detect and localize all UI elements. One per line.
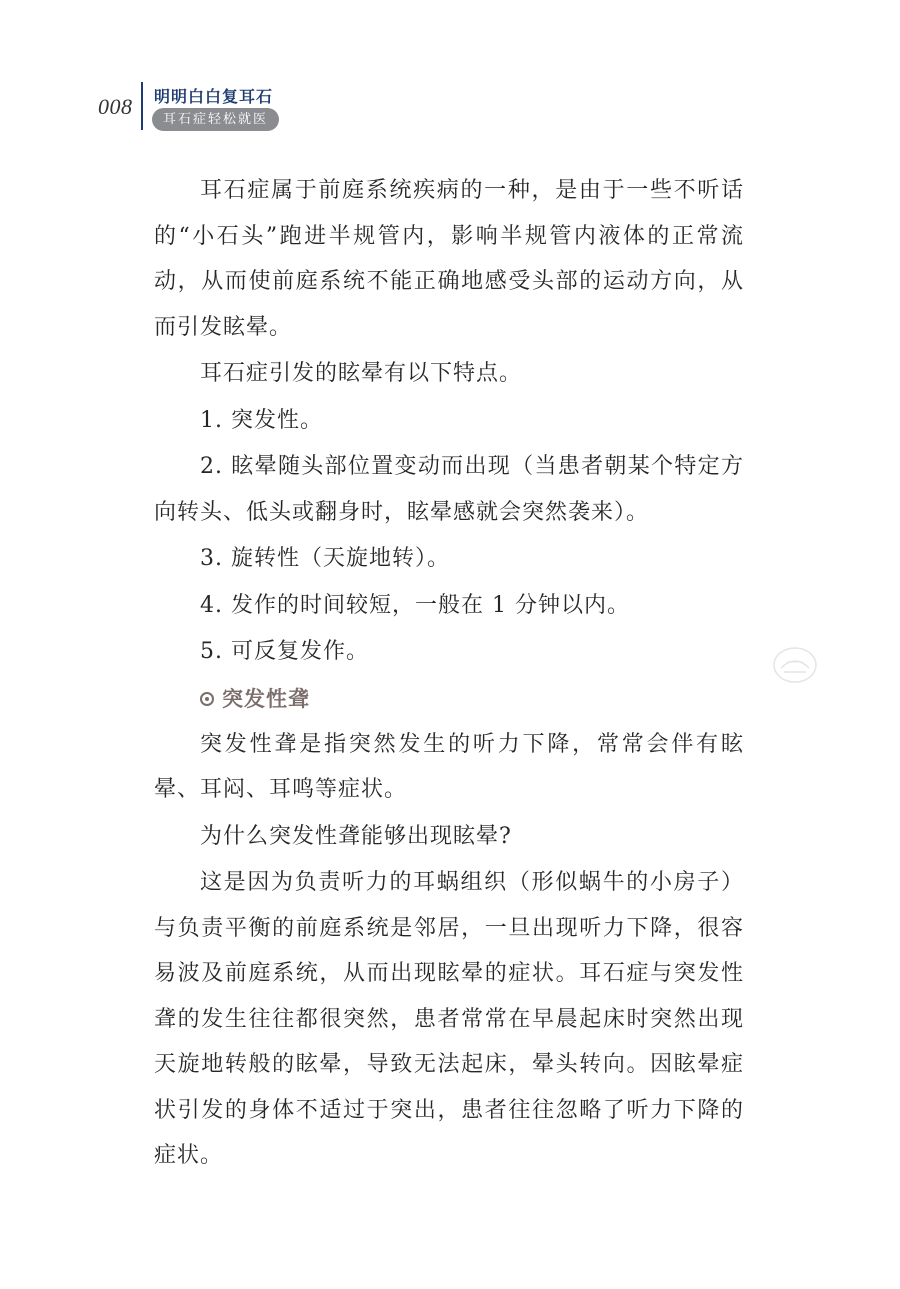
circled-dot-icon	[200, 692, 214, 706]
paragraph-intro: 耳石症属于前庭系统疾病的一种，是由于一些不听话的“小石头”跑进半规管内，影响半规管内液体的正常流动，从而使前庭系统不能正确地感受头部的运动方向，从而引发眩晕。	[154, 178, 744, 340]
book-title: 明明白白复耳石	[154, 87, 274, 106]
section-heading	[154, 676, 744, 722]
paragraph-definition: 突发性聋是指突然发生的听力下降，常常会伴有眩晕、耳闷、耳鸣等症状。	[154, 731, 744, 802]
list-item-1: 1. 突发性。	[200, 407, 323, 433]
list-item-5: 5. 可反复发作。	[200, 639, 369, 664]
watermark-logo-icon	[772, 646, 818, 684]
page-body	[154, 168, 744, 1180]
paragraph-explanation: 这是因为负责听力的耳蜗组织（形似蜗牛的小房子）与负责平衡的前庭系统是邻居，一旦出现听力下降，很容易波及前庭系统，从而出现眩晕的症状。耳石症与突发性聋的发生往往都很突然，患者常常在早晨起床时突然出现天旋地转般的眩晕，导致无法起床，晕头转向。因眩晕症状引发的身体不适过于突出，患者往往忽略了听力下降的症状。	[154, 870, 744, 1168]
section-heading-text: 突发性聋	[222, 686, 310, 711]
list-item-3: 3. 旋转性（天旋地转）。	[200, 546, 450, 571]
book-subtitle: 耳石症轻松就医	[152, 108, 279, 131]
paragraph-question: 为什么突发性聋能够出现眩晕?	[200, 823, 512, 849]
header-divider	[141, 82, 143, 130]
list-item-2: 2. 眩晕随头部位置变动而出现（当患者朝某个特定方向转头、低头或翻身时，眩晕感就会突然袭来）。	[154, 454, 744, 525]
list-item-4: 4. 发作的时间较短，一般在 1 分钟以内。	[200, 592, 630, 618]
paragraph-features-lead: 耳石症引发的眩晕有以下特点。	[200, 361, 523, 386]
page-number: 008	[98, 94, 133, 119]
